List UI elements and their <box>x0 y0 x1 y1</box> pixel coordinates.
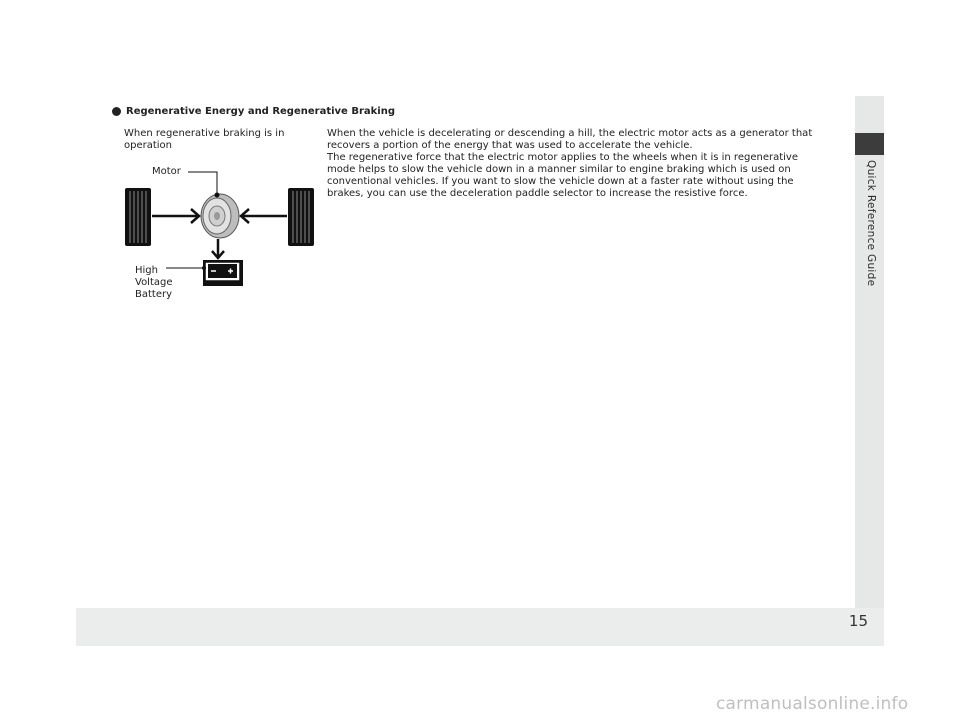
side-label: Quick Reference Guide <box>865 160 877 287</box>
left-wheel-icon <box>125 188 151 246</box>
motor-icon <box>201 193 239 239</box>
bullet-icon <box>112 107 121 116</box>
arrow-left-icon <box>152 209 199 223</box>
motor-leader-line <box>188 172 217 193</box>
body-text <box>327 128 827 200</box>
battery-label-line: Battery <box>135 289 173 300</box>
regen-diagram <box>120 160 320 290</box>
section-heading-text: Regenerative Energy and Regenerative Braking <box>126 106 395 117</box>
battery-label-line: Voltage <box>135 277 173 288</box>
watermark: carmanualsonline.info <box>716 694 909 714</box>
battery-label-line: High <box>135 265 158 276</box>
motor-label: Motor <box>152 166 181 177</box>
side-tab-marker <box>855 133 884 155</box>
arrow-right-icon <box>241 209 287 223</box>
footer-band <box>76 608 884 646</box>
battery-icon <box>203 260 243 286</box>
right-wheel-icon <box>288 188 314 246</box>
arrow-down-icon <box>212 239 224 258</box>
paragraph: The regenerative force that the electric motor applies to the wheels when it is in regenerative mode helps to slow the vehicle down in a manner similar to engine braking which is used on conventional vehicles. If you want to slow the vehicle down at a faster rate without using the brakes, you can use the deceleration paddle selector to increase the resistive force. <box>327 152 798 199</box>
section-heading <box>112 106 395 117</box>
page-number: 15 <box>848 612 868 630</box>
paragraph: When the vehicle is decelerating or descending a hill, the electric motor acts as a generator that recovers a portion of the energy that was used to accelerate the vehicle. <box>327 128 813 151</box>
diagram-caption: When regenerative braking is in operation <box>124 128 285 151</box>
